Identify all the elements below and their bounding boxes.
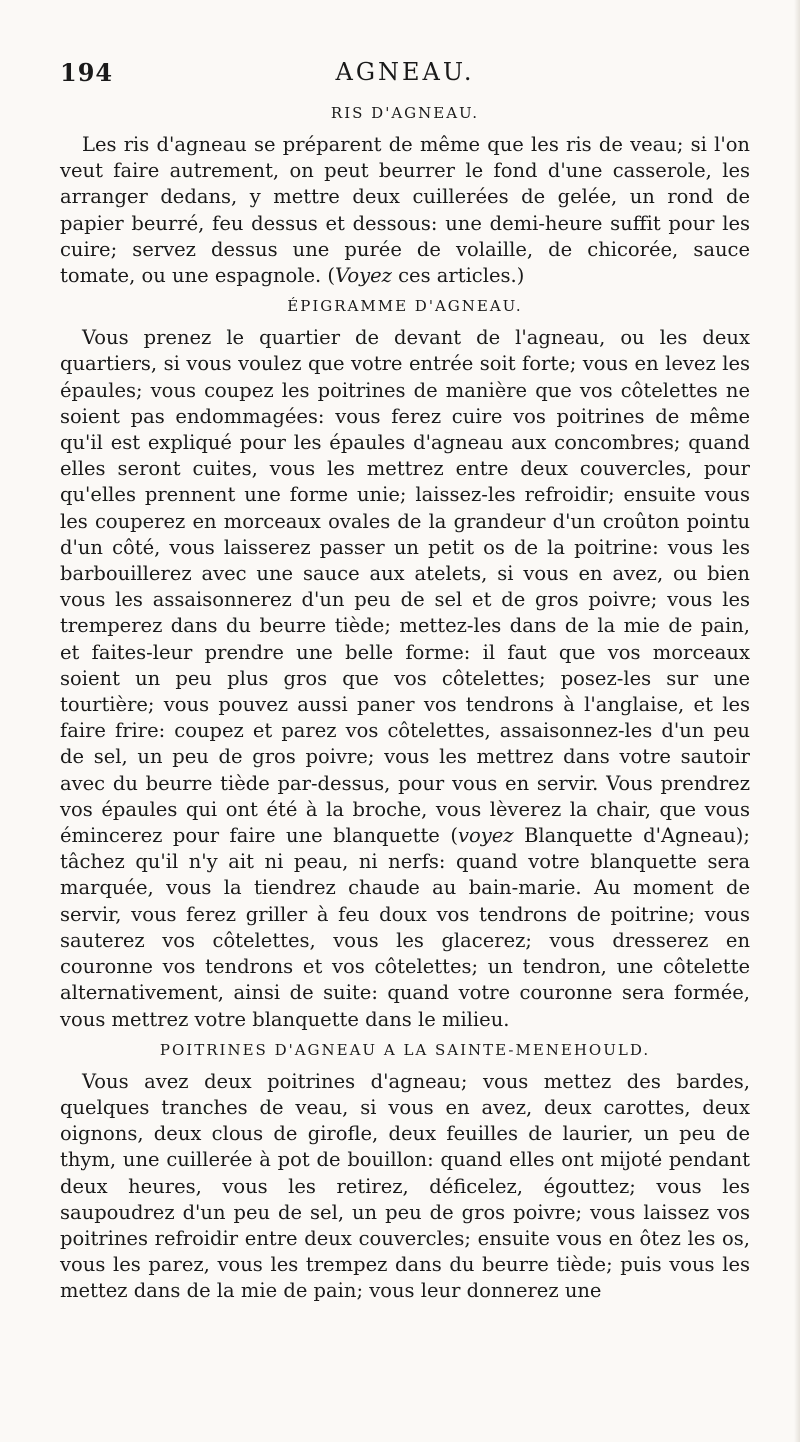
page-edge: [794, 0, 800, 1442]
paragraph-text-after: ces articles.): [391, 264, 525, 288]
book-page: [60, 58, 750, 1311]
section-title: POITRINES D'AGNEAU A LA SAINTE-MENEHOULD.: [159, 1040, 651, 1059]
section-ris-agneau: [60, 102, 750, 289]
paragraph-text: Les ris d'agneau se préparent de même que les ris de veau; si l'on veut faire autrement, on peut beurrer le fond d'une casserole, les arranger dedans, y mettre deux cuillerées de gelée, un rond de papier beurré, feu dessus et dessous: une demi-heure suffit pour les cuire; servez dessus une purée de volaille, de chicorée, sauce tomate, ou une espagnole. (: [60, 133, 750, 288]
paragraph-text: Vous avez deux poitrines d'agneau; vous mettez des bardes, quelques tranches de veau, si vous en avez, deux carottes, deux oignons, deux clous de girofle, deux feuilles de laurier, un peu de thym, une cuillerée à pot de bouillon: quand elles ont mijoté pendant deux heures, vous les retirez, déficelez, égouttez; vous les saupoudrez d'un peu de sel, un peu de gros poivre; vous laissez vos poitrines refroidir entre deux couvercles; ensuite vous en ôtez les os, vous les parez, vous les trempez dans du beurre tiède; puis vous les mettez dans de la mie de pain; vous leur donnerez une: [60, 1069, 750, 1303]
running-title: AGNEAU.: [335, 58, 475, 86]
section-title: ÉPIGRAMME D'AGNEAU.: [287, 297, 523, 316]
paragraph-text: Vous prenez le quartier de devant de l'agneau, ou les deux quartiers, si vous voulez que votre entrée soit forte; vous en levez les épaules; vous coupez les poitrines de manière que vos côtelettes ne soient pas endommagées: vous ferez cuire vos poitrines de même qu'il est expliqué pour les épaules d'agneau aux concombres; quand elles seront cuites, vous les mettrez entre deux couvercles, pour qu'elles prennent une forme unie; laissez-les refroidir; ensuite vous les couperez en morceaux ovales de la grandeur d'un croûton pointu d'un côté, vous laisserez passer un petit os de la poitrine: vous les barbouillerez avec une sauce aux atelets, si vous en avez, ou bien vous les assaisonnerez d'un peu de sel et de gros poivre; vous les tremperez dans du beurre tiède; mettez-les dans de la mie de pain, et faites-leur prendre une belle forme: il faut que vos morceaux soient un peu plus gros que vos côtelettes; posez-les sur une tourtière; vous pouvez aussi paner vos tendrons à l'anglaise, et les faire frire: coupez et parez vos côtelettes, assaisonnez-les d'un peu de sel, un peu de gros poivre; vous les mettrez dans votre sautoir avec du beurre tiède par-dessus, pour vous en servir. Vous prendrez vos épaules qui ont été à la broche, vous lèverez la chair, que vous émincerez pour faire une blanquette (: [60, 326, 750, 848]
page-number: 194: [60, 58, 114, 87]
running-head: [60, 58, 750, 102]
paragraph: [60, 325, 750, 1032]
paragraph: [60, 132, 750, 289]
paragraph-italic: Voyez: [335, 264, 392, 288]
section-epigramme-agneau: [60, 295, 750, 1032]
section-poitrines-sainte-menehould: [60, 1039, 750, 1305]
paragraph-text-after: Blanquette d'Agneau); tâchez qu'il n'y ait ni peau, ni nerfs: quand votre blanquette sera marquée, vous la tiendrez chaude au bain-marie. Au moment de servir, vous ferez griller à feu doux vos tendrons de poitrine; vous sauterez vos côtelettes, vous les glacerez; vous dresserez en couronne vos tendrons et vos côtelettes; un tendron, une côtelette alternativement, ainsi de suite: quand votre couronne sera formée, vous mettrez votre blanquette dans le milieu.: [60, 824, 750, 1031]
paragraph-italic: voyez: [457, 824, 514, 848]
paragraph: [60, 1069, 750, 1305]
section-title: RIS D'AGNEAU.: [330, 104, 480, 122]
